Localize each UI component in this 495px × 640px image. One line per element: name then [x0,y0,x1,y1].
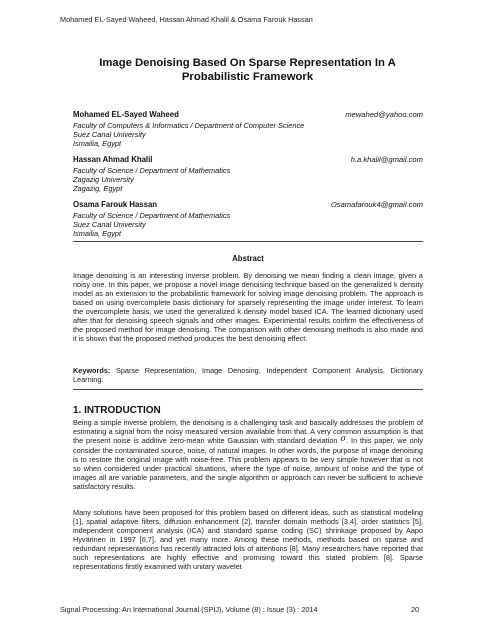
author-affiliation-line: Zagazig, Egypt [73,184,123,194]
author-affiliation-line: Ismailia, Egypt [73,139,122,149]
author-affiliation-line: Ismailia, Egypt [73,229,122,239]
author-name: Mohamed EL-Sayed Waheed [73,110,179,119]
author-affiliation-line: Zagazig University [73,175,134,185]
keywords [73,366,423,384]
divider-top [73,241,423,242]
author-affiliation-line: Faculty of Science / Department of Mathematics [73,210,231,220]
abstract-text: Image denoising is an interesting inverse problem. By denoising we mean finding a clean image, given a noisy one. In this paper, we propose a novel image denoising technique based on the generalized k density model as an extension to the probabilistic framework for solving image denoising problem. The approach is based on using overcomplete basis dictionary for sparsely representing the image under interest. To learn the overcomplete basis, we used the generalized k density model based ICA. The learned dictionary used after that for denoising speech signals and other images. Experimental results confirm the effectiveness of the proposed method for image denoising. The comparison with other denoising methods is also made and it is shown that the proposed method produces the best denoising effect. [73,271,423,343]
author-name: Osama Farouk Hassan [73,200,158,209]
abstract-heading: Abstract [232,254,264,263]
author-affiliation-line: Faculty of Science / Department of Mathematics [73,165,231,175]
keywords-text: Sparse Representation, Image Denosing, Independent Component Analysis, Dictionary Learning. [73,366,423,384]
keywords-label: Keywords: [73,366,111,375]
paper-title [40,56,455,84]
author-affiliation-line: Suez Canal University [73,220,146,230]
title-line-1: Image Denoising Based On Sparse Representation In A [99,57,396,69]
section-heading: 1. INTRODUCTION [73,405,161,416]
title-line-2: Probabilistic Framework [181,71,314,83]
author-name: Hassan Ahmad Khalil [73,155,153,164]
sigma-symbol: σ [340,434,347,444]
intro-paragraph-1 [73,418,423,491]
divider-bottom [73,389,423,390]
intro-text-part: Being a simple inverse problem, the denoising is a challenging task and basically addresses the problem of estimating a signal from the noisy measured version available from that. A very common assumption is that the present noise is additive zero-mean white Gaussian with standard deviation [73,418,423,445]
author-affiliation-line: Suez Canal University [73,130,146,140]
author-affiliation-line: Faculty of Computers & Informatics / Department of Computer Science [73,120,305,130]
author-email[interactable]: h.a.khalil@gmail.com [350,155,423,164]
running-head: Mohamed EL-Sayed Waheed, Hassan Ahmad Khalil & Osama Farouk Hassan [60,15,313,24]
footer-page-number: 20 [411,605,420,614]
footer-journal: Signal Processing: An International Journal (SPIJ), Volume (8) : Issue (3) : 2014 [60,605,318,614]
intro-text-part: . In this paper, we only consider the contaminated source, noise, of natural images. In other words, the purpose of image denoising is to restore the original image with noise-free. This problem appears to be very simple however that is not so when considered under practical situations, where the type of noise, amount of noise and the type of images all are variable parameters, and the single algorithm or approach can never be sufficient to achieve satisfactory results. [73,436,423,491]
intro-paragraph-2: Many solutions have been proposed for this problem based on different ideas, such as statistical modeling [1], spatial adaptive filters, diffusion enhancement [2], transfer domain methods [3,4], order statistics [5], independent component analysis (ICA) and standard sparse coding (SC) shrinkage proposed by Aapo Hyvärinen in 1997 [6,7], and yet many more. Among these methods, methods based on sparse and redundant representations has recently attracted lots of attentions [8]. Many researchers have reported that such representations are highly effective and promising toward this stated problem [8]. Sparse representations firstly examined with unitary wavelet [73,508,423,571]
author-email[interactable]: mewahed@yahoo.com [345,110,423,119]
author-email[interactable]: Osamafarouk4@gmail.com [330,200,423,209]
